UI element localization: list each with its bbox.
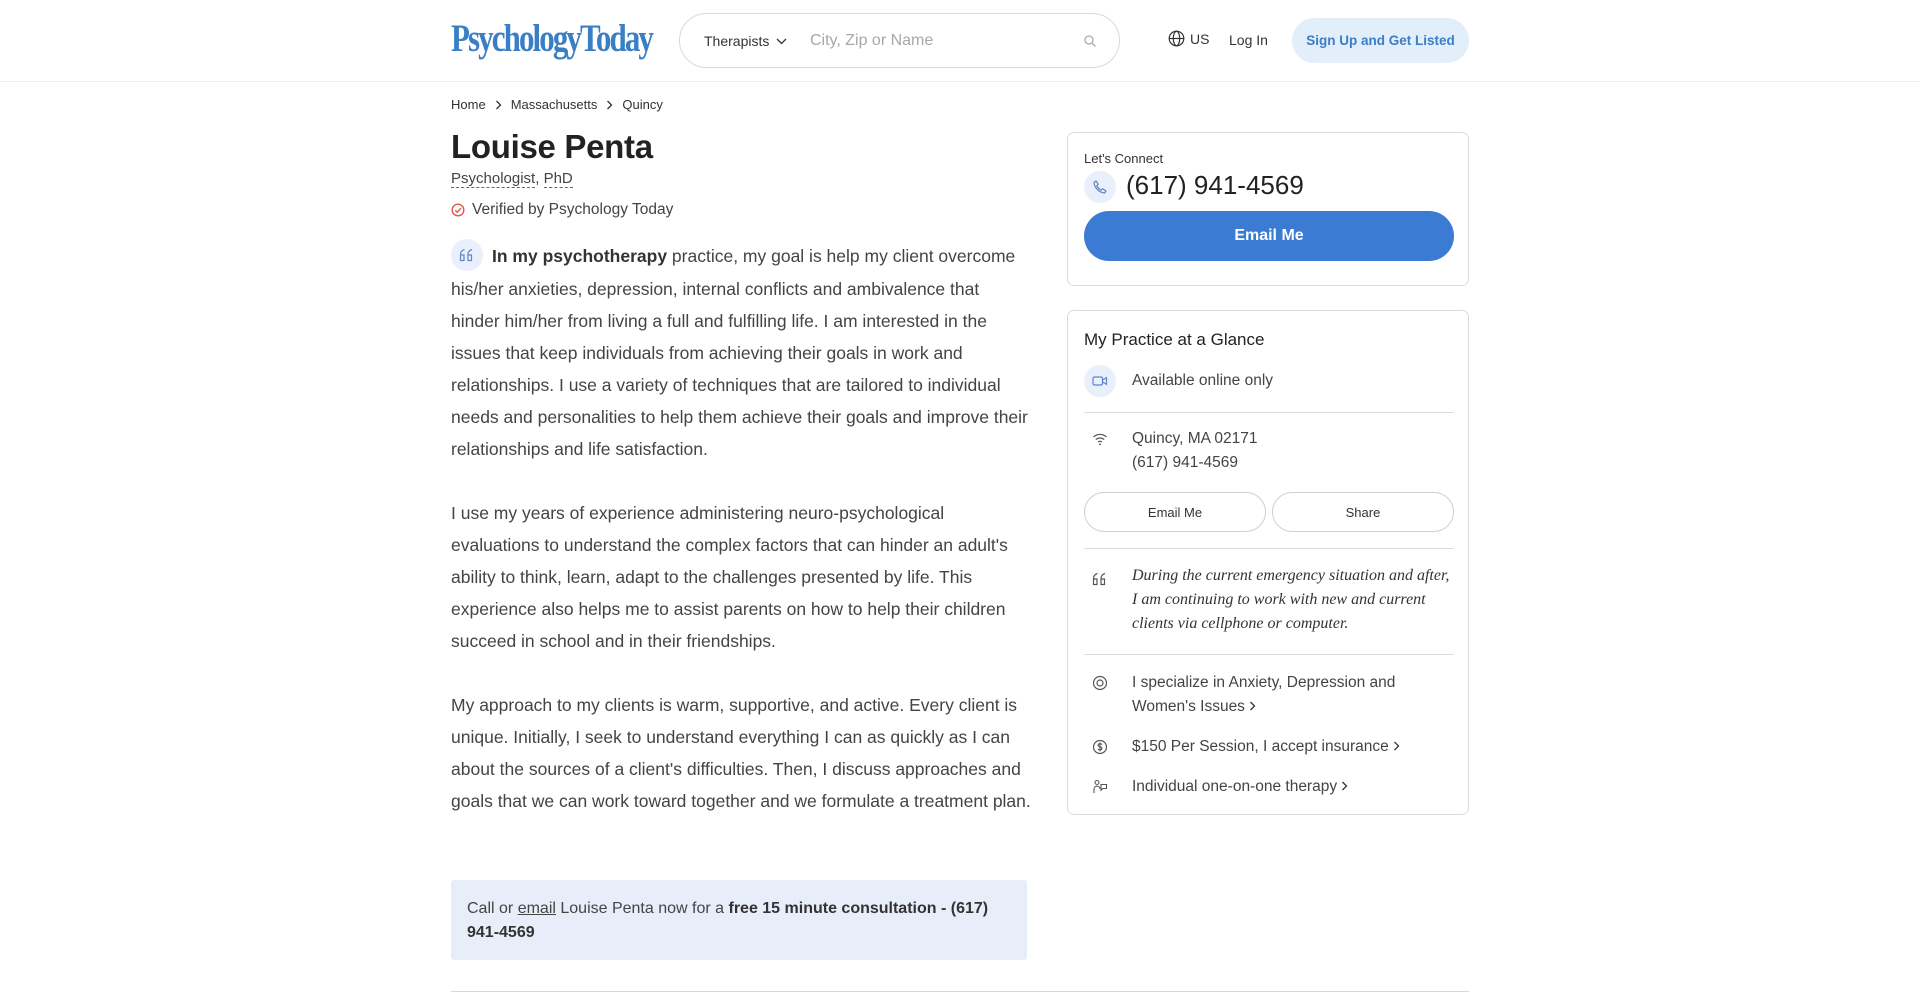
connect-title: Let's Connect <box>1084 151 1164 166</box>
email-me-secondary-button[interactable]: Email Me <box>1084 492 1266 532</box>
divider <box>1084 654 1454 655</box>
specialty-link[interactable] <box>1132 671 1432 719</box>
region-selector[interactable] <box>1168 30 1209 47</box>
practice-statement: During the current emergency situation and after, I am continuing to work with new and current clients via cellphone or computer. <box>1132 567 1450 632</box>
login-link[interactable]: Log In <box>1229 32 1268 48</box>
therapy-type-text: Individual one-on-one therapy <box>1132 778 1338 795</box>
section-divider <box>451 991 1469 992</box>
connect-card <box>1067 132 1469 286</box>
verified-text: Verified by Psychology Today <box>472 201 674 218</box>
psychology-today-logo[interactable]: PsychologyToday <box>451 16 653 60</box>
phone-icon <box>1084 171 1116 203</box>
breadcrumb-home[interactable]: Home <box>451 97 486 112</box>
practice-location <box>1132 427 1258 475</box>
bio-lead: In my psychotherapy <box>492 246 668 266</box>
breadcrumb <box>451 97 663 112</box>
chevron-down-icon <box>776 38 787 45</box>
signup-button[interactable]: Sign Up and Get Listed <box>1292 18 1469 63</box>
profile-credentials: Psychologist, PhD <box>451 170 573 187</box>
divider <box>1084 412 1454 413</box>
share-button[interactable]: Share <box>1272 492 1454 532</box>
bio-p1-text: practice, my goal is help my client overcome his/her anxieties, depression, internal conflicts and ambivalence that hinder him/her from living a full and fulfilling life. I am interested in the issues that keep individuals from achieving their goals in work and relationships. I use a variety of techniques that are tailored to individual needs and personalities to help them achieve their goals and improve their relationships and life satisfaction. <box>451 246 1028 460</box>
specialty-text: I specialize in Anxiety, Depression and Women's Issues <box>1132 674 1396 715</box>
search-type-select[interactable] <box>704 33 787 49</box>
verified-badge <box>451 201 673 219</box>
consult-mid: Louise Penta now for a <box>555 900 729 917</box>
globe-icon <box>1168 30 1185 47</box>
chevron-right-icon <box>495 100 502 110</box>
practice-phone[interactable]: (617) 941-4569 <box>1132 454 1238 471</box>
search-type-label: Therapists <box>704 33 770 49</box>
profile-title[interactable]: Psychologist <box>451 170 536 187</box>
bio-paragraph-1 <box>451 240 1031 465</box>
consult-offer: free 15 minute consultation - (617) 941-4569 <box>467 900 989 941</box>
verified-check-icon <box>451 203 465 217</box>
online-status: Available online only <box>1132 372 1274 389</box>
connect-phone[interactable]: (617) 941-4569 <box>1126 170 1304 200</box>
chevron-right-icon <box>1341 781 1348 791</box>
chevron-right-icon <box>1249 701 1256 711</box>
divider <box>1084 548 1454 549</box>
consultation-banner <box>451 880 1027 960</box>
email-me-button[interactable]: Email Me <box>1084 211 1454 261</box>
practice-title: My Practice at a Glance <box>1084 330 1265 349</box>
therapy-type-icon <box>1084 771 1116 803</box>
region-label: US <box>1190 30 1210 47</box>
practice-card <box>1067 310 1469 815</box>
search-bar <box>679 13 1120 68</box>
practice-city: Quincy, MA 02171 <box>1132 430 1258 447</box>
specialty-icon <box>1084 667 1116 699</box>
dollar-icon <box>1084 731 1116 763</box>
consult-call: Call or <box>467 900 518 917</box>
profile-name: Louise Penta <box>451 128 653 165</box>
profile-bio <box>451 240 1031 849</box>
quote-icon <box>451 239 483 271</box>
bio-paragraph-3: My approach to my clients is warm, supportive, and active. Every client is unique. Initially, I seek to understand everything I can as quickly as I can about the sources of a client's difficulties. Then, I discuss approaches and goals that we can work toward together and we formulate a treatment plan. <box>451 695 1031 812</box>
breadcrumb-state[interactable]: Massachusetts <box>510 97 598 112</box>
therapy-type-link[interactable] <box>1132 775 1348 799</box>
search-input[interactable] <box>810 25 1070 57</box>
site-header <box>0 0 1920 82</box>
chevron-right-icon <box>606 100 613 110</box>
quote-icon <box>1084 563 1116 595</box>
breadcrumb-city[interactable]: Quincy <box>622 97 663 112</box>
fee-text: $150 Per Session, I accept insurance <box>1132 738 1389 755</box>
search-icon[interactable] <box>1083 34 1097 48</box>
chevron-right-icon <box>1393 741 1400 751</box>
profile-degree[interactable]: PhD <box>543 170 573 187</box>
bio-paragraph-2: I use my years of experience administering neuro-psychological evaluations to understand the complex factors that can hinder an adult's ability to think, learn, adapt to the challenges presented by life. This experience also helps me to assist parents on how to help their children succeed in school and in their friendships. <box>451 503 1008 652</box>
fee-link[interactable] <box>1132 735 1400 759</box>
video-icon <box>1084 365 1116 397</box>
wifi-icon <box>1084 423 1116 455</box>
consult-email-link[interactable]: email <box>517 900 556 917</box>
